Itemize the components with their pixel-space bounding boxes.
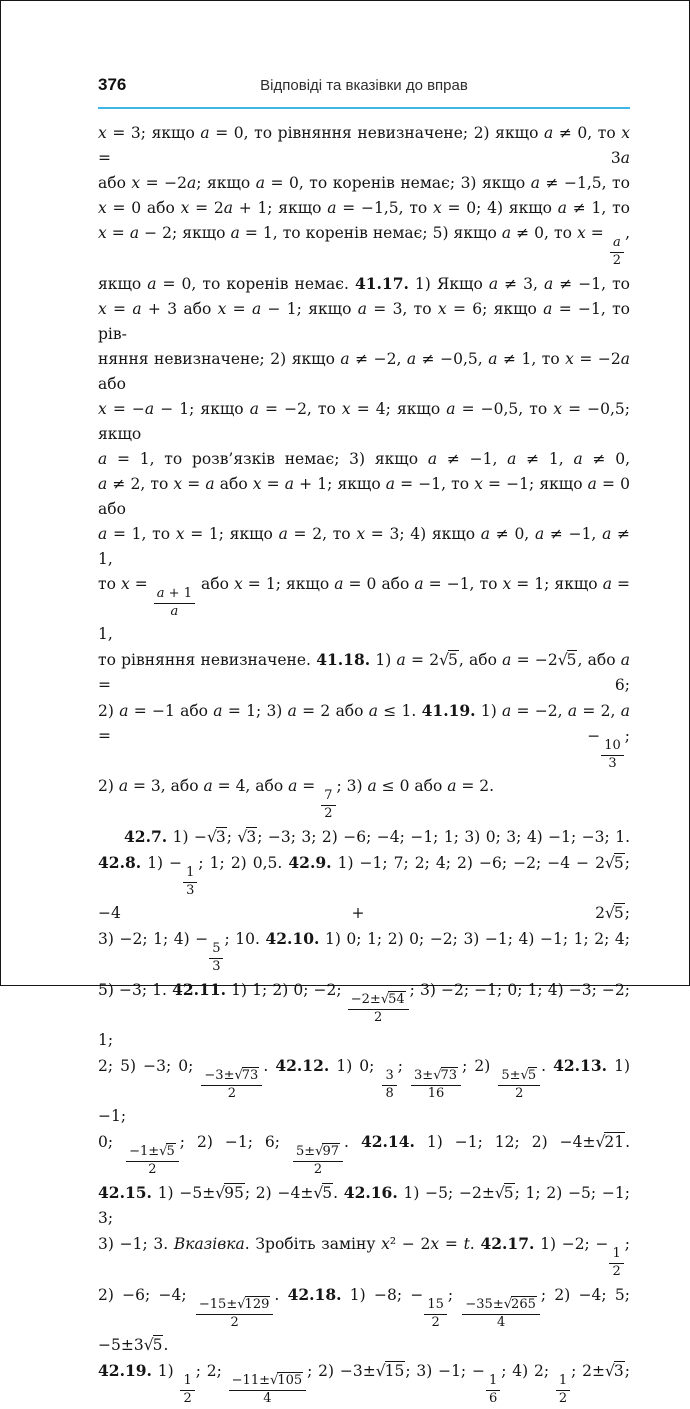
sqrt-radical: √5 (439, 650, 458, 669)
text-line: x = a − 2; якщо a = 1, то коренів немає; 5) якщо a ≠ 0, то x = $\frac{a}{2}$ , (98, 224, 631, 268)
fraction (411, 1068, 461, 1102)
page-header (98, 75, 630, 95)
sqrt-radical: √97 (315, 1144, 340, 1160)
fraction (462, 1297, 540, 1331)
fraction-numerator (610, 235, 624, 252)
sqrt-radical: √95 (215, 1183, 244, 1202)
math-variable: a (368, 701, 379, 720)
text-line: x = a + 3 або x = a − 1; якщо a = 3, то x = 6; якщо a = −1, то рів- (98, 299, 630, 343)
sqrt-radical: √5 (159, 1144, 175, 1160)
math-variable: x (474, 474, 483, 493)
math-variable: a (278, 524, 288, 543)
fraction-denominator: 2 (431, 1314, 440, 1330)
fraction-numerator: 7 (321, 788, 335, 805)
math-variable: x (356, 524, 366, 543)
fraction-denominator: 4 (263, 1390, 272, 1406)
fraction-denominator: 2 (230, 1314, 239, 1330)
fraction-numerator: 5 (209, 941, 223, 958)
fraction (609, 1246, 623, 1280)
fraction-denominator: 6 (488, 1390, 498, 1406)
text-line: 5) −3; 1. 42.11. 1) 1; 2) 0; −2; $\frac{-2\pm√54}{2}$ ; 3) −2; −1; 0; 1; 4) −3; −2; 1; (98, 979, 630, 1049)
exercise-number: 42.14. (360, 1131, 415, 1151)
fraction-numerator: 3±√73 (411, 1068, 461, 1085)
math-variable: a (367, 776, 377, 795)
fraction (293, 1144, 343, 1178)
fraction (498, 1068, 540, 1102)
fraction-denominator: 2 (374, 1009, 383, 1025)
text-line: a = 1, то розв’язків немає; 3) якщо a ≠ −1, a ≠ 1, a ≠ 0, (98, 449, 631, 468)
math-variable: x (341, 399, 351, 418)
fraction-denominator (168, 604, 182, 620)
math-variable: a (357, 299, 367, 318)
text-line: 42.8. 1) − $\frac{1}{3}$ ; 1; 2) 0,5. 42.9. 1) −1; 7; 2; 4; 2) −6; −2; −4 − 2√5; −4 + 2√5; (98, 852, 630, 922)
fraction-numerator: −2±√54 (348, 992, 409, 1009)
math-variable: a (205, 474, 215, 493)
exercise-number: 42.15. (98, 1182, 152, 1202)
fraction-denominator: 16 (427, 1085, 445, 1101)
text-line: 2) a = −1 або a = 1; 3) a = 2 або a ≤ 1. 41.19. 1) a = −2, a = 2, a = − $\frac{10}{3}$ ; (98, 700, 630, 771)
math-variable: a (340, 349, 350, 368)
fraction-denominator: 2 (227, 1085, 236, 1101)
sqrt-radical: √5 (494, 1183, 514, 1202)
math-variable: a (98, 524, 108, 543)
fraction (321, 788, 335, 822)
exercise-number: 42.8. (98, 852, 142, 872)
math-variable: a (543, 124, 554, 142)
fraction (154, 586, 195, 620)
fraction-denominator: 2 (313, 1161, 323, 1177)
fraction-denominator: 3 (186, 882, 195, 898)
fraction-denominator: 2 (148, 1161, 157, 1177)
sqrt-radical: √3 (237, 827, 257, 846)
sqrt-radical: √73 (433, 1068, 458, 1084)
math-variable: x (433, 199, 442, 217)
exercise-number: 42.18. (287, 1284, 342, 1304)
exercise-number: 42.9. (288, 852, 332, 872)
exercise-number: 41.19. (421, 700, 476, 720)
math-variable: a (502, 701, 512, 720)
math-variable: a (287, 701, 297, 720)
exercise-number: 42.19. (98, 1360, 152, 1380)
math-variable: x (173, 474, 183, 493)
fraction (556, 1373, 570, 1407)
text-line: 0; $\frac{-1\pm√5}{2}$ ; 2) −1; 6; $\frac{5\pm√97}{2}$ . 42.14. 1) −1; 12; 2) −4±√21. (98, 1131, 631, 1177)
sqrt-radical: √5 (605, 903, 624, 922)
fraction (196, 1297, 274, 1331)
fraction-numerator: 3 (382, 1068, 396, 1085)
exercise-number: 42.11. (172, 979, 227, 999)
sqrt-radical: √15 (375, 1361, 405, 1380)
fraction-denominator: 2 (183, 1390, 192, 1406)
fraction-denominator: 2 (612, 1263, 621, 1279)
exercise-number: 42.17. (480, 1233, 535, 1253)
math-variable: x (175, 524, 185, 543)
math-variable: x (621, 124, 630, 142)
sqrt-radical: √3 (605, 1361, 624, 1380)
math-variable: a (414, 574, 424, 593)
text-line: x = 0 або x = 2a + 1; якщо a = −1,5, то x = 0; 4) якщо a ≠ 1, то (98, 199, 630, 217)
math-variable: x (430, 1234, 440, 1253)
math-variable: x (120, 574, 130, 593)
fraction (424, 1297, 447, 1331)
math-variable: a (620, 349, 631, 368)
exercise-number: 42.16. (343, 1182, 398, 1202)
math-variable: a (602, 574, 612, 593)
math-variable: a (170, 603, 179, 619)
math-variable: x (98, 224, 107, 242)
fraction-denominator: 2 (558, 1390, 568, 1406)
math-variable: a (119, 701, 129, 720)
sqrt-radical: √5 (520, 1068, 537, 1084)
sqrt-radical: √5 (557, 650, 577, 669)
math-variable: a (203, 776, 213, 795)
text-line: 3) −1; 3. Вказівка. Зробіть заміну x² − 2x = t. 42.17. 1) −2; − $\frac{1}{2}$ ; (98, 1233, 630, 1279)
math-variable: x (98, 299, 107, 318)
fraction (180, 1373, 194, 1407)
fraction (382, 1068, 396, 1102)
math-variable: a (251, 299, 262, 318)
math-variable: a (144, 399, 155, 418)
math-variable: a (573, 449, 583, 468)
math-variable: a (613, 235, 621, 251)
math-variable: a (187, 174, 197, 192)
fraction-numerator: 1 (609, 1246, 623, 1263)
exercise-number: 42.12. (275, 1055, 330, 1075)
math-variable: a (534, 524, 545, 543)
math-variable: Вказівка (173, 1234, 245, 1253)
text-line: x = 3; якщо a = 0, то рівняння невизначене; 2) якщо a ≠ 0, то x = 3a (98, 124, 630, 167)
sqrt-radical: √265 (503, 1297, 536, 1313)
math-variable: x (553, 399, 562, 418)
math-variable: a (620, 701, 630, 720)
math-variable: x (98, 124, 107, 142)
math-variable: a (230, 224, 240, 242)
exercise-number: 41.18. (316, 649, 371, 669)
sqrt-radical: √54 (380, 992, 405, 1008)
math-variable: a (223, 199, 233, 217)
fraction (601, 738, 624, 772)
fraction (201, 1068, 262, 1102)
fraction-denominator: 2 (324, 805, 333, 821)
math-variable: a (396, 650, 406, 669)
text-line: a ≠ 2, то x = a або x = a + 1; якщо a = −1, то x = −1; якщо a = 0 або (98, 474, 631, 518)
fraction-numerator: −1±√5 (126, 1144, 179, 1161)
text-line: a = 1, то x = 1; якщо a = 2, то x = 3; 4) якщо a ≠ 0, a ≠ −1, a ≠ 1, (98, 524, 631, 568)
math-variable: a (587, 474, 597, 493)
math-variable: a (543, 274, 554, 293)
math-variable: a (557, 199, 568, 217)
math-variable: x (437, 299, 447, 318)
page-header-title: Відповіді та вказівки до вправ (260, 77, 468, 94)
math-variable: a (118, 776, 129, 795)
math-variable: a (620, 650, 631, 669)
math-variable: a (488, 349, 498, 368)
math-variable: x (576, 224, 586, 242)
text-line: 2) −6; −4; $\frac{-15\pm√129}{2}$ . 42.18. 1) −8; − $\frac{15}{2}$ ; $\frac{-35\pm√265}{4}$ ; 2) −4; 5; −5±3√5. (98, 1284, 630, 1354)
math-variable: a (502, 650, 512, 669)
fraction-numerator: −15±√129 (196, 1297, 274, 1314)
math-variable: x (180, 199, 190, 217)
fraction-numerator: 1 (556, 1373, 570, 1390)
text-line: то рівняння невизначене. 41.18. 1) a = 2√5, або a = −2√5, або a = 6; (98, 649, 631, 694)
math-variable: x (217, 299, 227, 318)
math-variable: a (327, 199, 337, 217)
math-variable: a (129, 224, 140, 242)
math-variable: a (334, 574, 344, 593)
text-line: 42.7. 1) −√3; √3; −3; 3; 2) −6; −4; −1; 1; 3) 0; 3; 4) −1; −3; 1. (124, 826, 631, 846)
math-variable: a (447, 776, 457, 795)
math-variable: t (463, 1234, 470, 1253)
fraction-numerator: 5±√97 (293, 1144, 343, 1161)
fraction (126, 1144, 179, 1178)
math-variable: a (602, 524, 612, 543)
math-variable: x (565, 349, 574, 368)
math-variable: x (252, 474, 262, 493)
fraction (209, 941, 223, 975)
sqrt-radical: √5 (313, 1183, 333, 1202)
fraction-denominator: 3 (608, 755, 617, 771)
math-variable: x (234, 574, 243, 593)
math-variable: a (147, 274, 157, 293)
text-line: 2; 5) −3; 0; $\frac{-3\pm√73}{2}$ . 42.12. 1) 0; $\frac{3}{8}$ ; $\frac{3\pm√73}{16}$ ; 2) $\frac{5\pm√5}{2}$ . 42.13. 1) −1; (98, 1055, 630, 1125)
fraction-denominator: 3 (212, 958, 221, 974)
math-variable: a (427, 449, 438, 468)
math-variable: x (502, 574, 512, 593)
fraction (348, 992, 409, 1026)
math-variable: a (213, 701, 223, 720)
math-variable: a (406, 349, 417, 368)
math-variable: a (200, 124, 210, 142)
text-line: няння невизначене; 2) якщо a ≠ −2, a ≠ −0,5, a ≠ 1, то x = −2a або (98, 349, 631, 393)
sqrt-radical: √5 (605, 853, 624, 872)
fraction-numerator: −11±√105 (229, 1373, 307, 1390)
fraction-numerator: 10 (601, 738, 624, 755)
sqrt-radical: √3 (206, 827, 226, 846)
sqrt-radical: √105 (270, 1373, 303, 1389)
text-line: то x = $\frac{a + 1}{a}$ або x = 1; якщо a = 0 або a = −1, то x = 1; якщо a = 1, (98, 574, 630, 643)
fraction-numerator: a + 1 (154, 586, 195, 603)
fraction-numerator: 1 (180, 1373, 194, 1390)
header-divider (98, 107, 630, 109)
math-variable: x (131, 174, 141, 192)
math-variable: a (501, 224, 512, 242)
text-line: або x = −2a; якщо a = 0, то коренів немає; 3) якщо a ≠ −1,5, то (98, 174, 630, 192)
math-variable: a (620, 149, 630, 167)
text-line: 2) a = 3, або a = 4, або a = $\frac{7}{2}$ ; 3) a ≤ 0 або a = 2. (98, 776, 495, 821)
fraction-denominator: 4 (496, 1314, 506, 1330)
math-variable: a (543, 299, 553, 318)
fraction-numerator: −35±√265 (462, 1297, 540, 1314)
text-line: x = −a − 1; якщо a = −2, то x = 4; якщо a = −0,5, то x = −0,5; якщо (98, 399, 630, 443)
fraction (229, 1373, 307, 1407)
fraction-denominator: 8 (385, 1085, 394, 1101)
math-variable: a (156, 586, 165, 602)
math-variable: x (98, 399, 107, 418)
math-variable: a (480, 524, 491, 543)
math-variable: a (385, 474, 396, 493)
sqrt-radical: √129 (237, 1297, 270, 1313)
fraction (486, 1373, 500, 1407)
answers-text-block (98, 121, 630, 1409)
fraction-numerator: 1 (183, 865, 197, 882)
exercise-number: 42.7. (124, 826, 168, 846)
math-variable: a (446, 399, 456, 418)
fraction (183, 865, 197, 899)
math-variable: a (507, 449, 517, 468)
fraction (610, 235, 624, 269)
page-number: 376 (98, 75, 127, 94)
math-variable: a (132, 299, 142, 318)
sqrt-radical: √73 (234, 1068, 259, 1084)
fraction-numerator: 1 (486, 1373, 500, 1390)
math-variable: a (249, 399, 259, 418)
text-line: 3) −2; 1; 4) − $\frac{5}{3}$ ; 10. 42.10. 1) 0; 1; 2) 0; −2; 3) −1; 4) −1; 1; 2; 4; (98, 928, 630, 974)
math-variable: a (98, 449, 108, 468)
exercise-number: 41.17. (354, 273, 409, 293)
math-variable: a (98, 474, 108, 493)
fraction-numerator: 5±√5 (498, 1068, 540, 1085)
exercise-number: 42.10. (265, 928, 320, 948)
text-line: якщо a = 0, то коренів немає. 41.17. 1) Якщо a ≠ 3, a ≠ −1, то (98, 273, 631, 293)
math-variable: a (530, 174, 540, 192)
fraction-numerator: 15 (424, 1297, 447, 1314)
math-variable: x (381, 1234, 390, 1253)
sqrt-radical: √5 (143, 1335, 163, 1354)
math-variable: a (488, 274, 499, 293)
math-variable: a (288, 776, 298, 795)
text-line: 42.19. 1) $\frac{1}{2}$ ; 2; $\frac{-11\pm√105}{4}$ ; 2) −3±√15; 3) −1; − $\frac{1}{6}$ ; 4) 2; $\frac{1}{2}$ ; 2±√3; (98, 1360, 631, 1406)
fraction-denominator: 2 (515, 1085, 524, 1101)
exercise-number: 42.13. (553, 1055, 608, 1075)
fraction-denominator: 2 (612, 252, 622, 268)
math-variable: a (567, 701, 578, 720)
text-line: 42.15. 1) −5±√95; 2) −4±√5. 42.16. 1) −5; −2±√5; 1; 2) −5; −1; 3; (98, 1182, 630, 1227)
math-variable: x (98, 199, 107, 217)
sqrt-radical: √21 (595, 1132, 625, 1151)
fraction-numerator: −3±√73 (201, 1068, 262, 1085)
math-variable: a (284, 474, 295, 493)
math-variable: a (255, 174, 265, 192)
